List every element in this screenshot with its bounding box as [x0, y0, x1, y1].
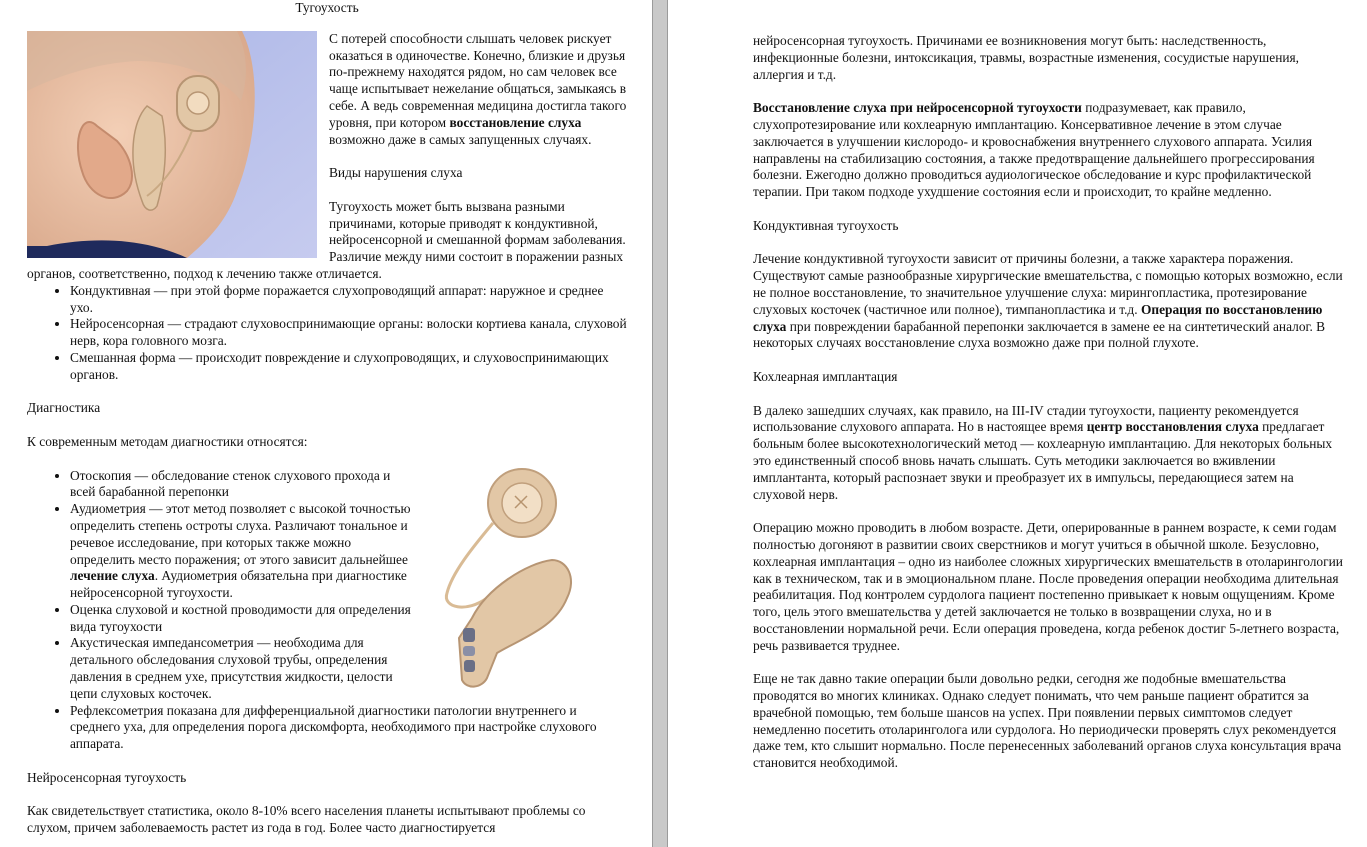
section-heading-conductive: Кондуктивная тугоухость — [753, 217, 899, 233]
intro-paragraph: С потерей способности слышать человек рискует оказаться в одиночестве. Конечно, близкие и друзья по-прежнему находятся рядом, но сам человек все чаще испытывает нежелание общаться, замыкаясь в себе. А ведь современная медицина достигла такого уровня, при котором восстановление слуха возможно даже в самых запущенных случаях. — [329, 30, 627, 147]
cochlear-paragraph: В далеко зашедших случаях, как правило, на III-IV стадии тугоухости, пациенту рекомендуется использование слухового аппарата. Но в настоящее время центр восстановления слуха предлагает больным более высокотехнологический метод — кохлеарную имплантацию. Для некоторых больных это единственный способ вновь начать слышать. Суть методики заключается во вживлении имплантанта, который распознает звуки и преобразует их в импульсы, передающиеся затем на слуховой нерв. — [753, 402, 1333, 502]
document-title: Тугоухость — [295, 0, 359, 15]
conductive-paragraph: Лечение кондуктивной тугоухости зависит от причины болезни, а также характера поражения. Существуют самые разнообразные хирургические вмешательства, с помощью которых возможно, если не полное восстановление, то значительное улучшение слуха: мирингопластика, протезирование слуховых косточек (частичное или полное), тимпанопластика и т.д. Операция по восстановлению слуха при повреждении барабанной перепонки заключается в замене ее на синтетический аналог. В некоторых случаях восстановление слуха возможно даже при полной глухоте. — [753, 251, 1343, 351]
hearing-aid-device-image — [427, 468, 597, 690]
section-heading-cochlear: Кохлеарная имплантация — [753, 368, 898, 384]
restoration-paragraph: Восстановление слуха при нейросенсорной тугоухости подразумевает, как правило, слухопротезирование или кохлеарную имплантацию. Консервативное лечение в этом случае заключается в улучшении кислородо- и кровоснабжения внутреннего слухового аппарата. Усилия направлены на стабилизацию состояния, а также предотвращение дальнейшего прогрессирования болезни. Ежегодно должно проводиться аудиологическое обследование и курс профилактической терапии. При таком подходе ухудшение состояния если и происходит, то крайне медленно. — [753, 100, 1315, 200]
operation-paragraph: Операцию можно проводить в любом возрасте. Дети, оперированные в раннем возрасте, к семи годам полностью догоняют в развитии своих сверстников и могут учиться в обычной школе. Безусловно, кохлеарная имплантация – одно из наиболее сложных хирургических вмешательств в отоларингологии как в техническом, так и в эмоциональном плане. После проведения операции необходима длительная реабилитация. Под контролем сурдолога пациент постепенно привыкает к новым ощущениям. Кроме того, цель этого вмешательства у детей заключается не только в возвращении слуха, но и в восстановлении нормальной речи. Если операция проведена, когда ребенок достиг 5-летнего возраста, речь развивается труднее. — [753, 520, 1343, 653]
list-item: • Кондуктивная — при этой форме поражается слухопроводящий аппарат: наружное и среднее ухо. — [70, 283, 627, 317]
types-list — [27, 283, 627, 384]
section-heading-neurosensory: Нейросенсорная тугоухость — [27, 769, 187, 785]
types-paragraph: Тугоухость может быть вызвана разными причинами, которые приводят к кондуктивной, нейросенсорной и смешанной формам заболевания. Различие между ними состоит в поражении разных органов, соответственно, подход к лечению также отличается. — [27, 198, 626, 281]
final-paragraph: Еще не так давно такие операции были довольно редки, сегодня же подобные вмешательства проводятся во многих клиниках. Однако следует понимать, что чем раньше пациент обратится за врачебной помощью, тем больше шансов на успех. При появлении первых симптомов следует немедленно посетить отоларинголога или сурдолога. Но периодически проверять слух рекомендуется даже тем, кто слышит нормально. После перенесенных заболеваний органов слуха консультация врача становится необходимой. — [753, 671, 1342, 771]
list-item: • Смешанная форма — происходит повреждение и слухопроводящих, и слуховоспринимающих органов. — [70, 350, 627, 384]
neurosensory-paragraph: Как свидетельствует статистика, около 8-10% всего населения планеты испытывают проблемы со слухом, причем заболеваемость растет из года в год. Более часто диагностируется — [27, 803, 586, 836]
right-page — [668, 0, 1367, 847]
list-item: • Рефлексометрия показана для дифференциальной диагностики патологии внутреннего и среднего уха, для определения порога дискомфорта, необходимого при настройке слухового аппарата. — [70, 703, 627, 753]
list-item: • Отоскопия — обследование стенок слухового прохода и всей барабанной перепонки — [70, 468, 627, 502]
diagnostics-intro: К современным методам диагностики относятся: — [27, 433, 308, 449]
section-heading-diagnostics: Диагностика — [27, 400, 101, 416]
left-page-content — [27, 0, 627, 847]
section-heading-types: Виды нарушения слуха — [329, 165, 463, 181]
left-page — [0, 0, 652, 847]
child-cochlear-implant-photo — [27, 31, 317, 258]
list-item: • Акустическая импедансометрия — необходима для детального обследования слуховой трубы, определения давления в среднем ухе, присутствия жидкости, целости цепи слуховых косточек. — [70, 635, 627, 702]
page-gutter — [652, 0, 668, 847]
right-page-content — [753, 33, 1343, 789]
list-item: • Аудиометрия — этот метод позволяет с высокой точностью определить степень остроты слуха. Различают тональное и речевое исследование, при которых также можно определить место поражения; от этого зависит дальнейшее лечение слуха. Аудиометрия обязательна при диагностике нейросенсорной тугоухости. — [70, 501, 627, 602]
neurosensory-continued-paragraph: нейросенсорная тугоухость. Причинами ее возникновения могут быть: наследственность, инфекционные болезни, интоксикация, травмы, возрастные изменения, сосудистые нарушения, аллергия и т.д. — [753, 33, 1300, 82]
list-item: • Оценка слуховой и костной проводимости для определения вида тугоухости — [70, 602, 627, 636]
list-item: • Нейросенсорная — страдают слуховоспринимающие органы: волоски кортиева канала, слуховой нерв, кора головного мозга. — [70, 316, 627, 350]
